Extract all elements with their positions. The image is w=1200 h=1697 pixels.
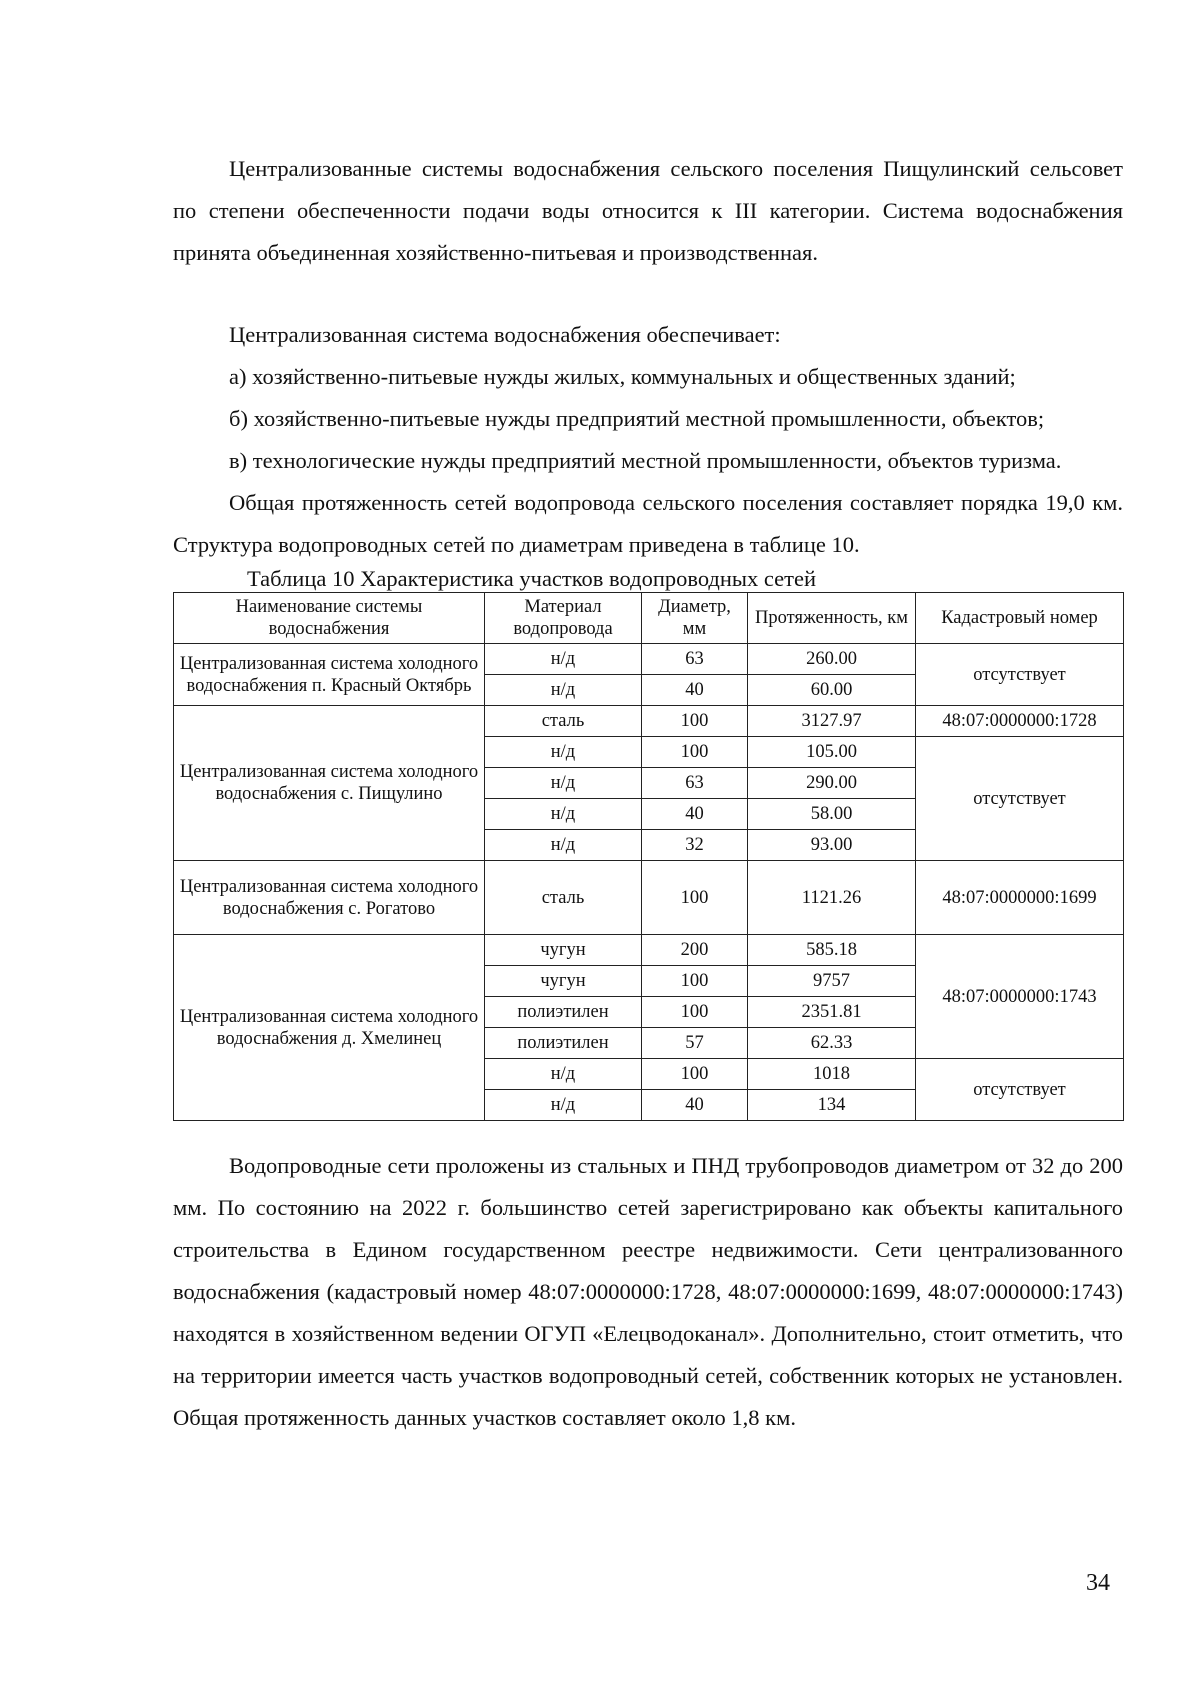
header-diameter: Диаметр, мм: [642, 593, 748, 644]
diameter-cell: 200: [642, 935, 748, 966]
document-page: [173, 148, 1123, 1439]
table-row: [174, 706, 1124, 737]
cadastral-cell: отсутствует: [916, 737, 1124, 861]
paragraph-water-supply-category: Централизованные системы водоснабжения сельского поселения Пищулинский сельсовет по степени обеспеченности подачи воды относится к III категории. Система водоснабжения принята объединенная хозяйственно-питьевая и производственная.: [173, 156, 1123, 265]
header-system-name: Наименование системы водоснабжения: [174, 593, 485, 644]
material-cell: сталь: [485, 706, 642, 737]
diameter-cell: 100: [642, 966, 748, 997]
diameter-cell: 63: [642, 644, 748, 675]
header-material: Материал водопровода: [485, 593, 642, 644]
cadastral-cell: отсутствует: [916, 1059, 1124, 1121]
cadastral-cell: 48:07:0000000:1743: [916, 935, 1124, 1059]
length-cell: 62.33: [748, 1028, 916, 1059]
header-cadastral-number: Кадастровый номер: [916, 593, 1124, 644]
cadastral-cell: 48:07:0000000:1699: [916, 861, 1124, 935]
length-cell: 1018: [748, 1059, 916, 1090]
cadastral-cell: отсутствует: [916, 644, 1124, 706]
material-cell: н/д: [485, 830, 642, 861]
length-cell: 93.00: [748, 830, 916, 861]
table-row: [174, 935, 1124, 966]
table-row: [174, 861, 1124, 935]
diameter-cell: 100: [642, 861, 748, 935]
diameter-cell: 40: [642, 799, 748, 830]
table-header-row: [174, 593, 1124, 644]
table-caption: Таблица 10 Характеристика участков водопроводных сетей: [247, 566, 817, 591]
length-cell: 260.00: [748, 644, 916, 675]
length-cell: 9757: [748, 966, 916, 997]
material-cell: чугун: [485, 966, 642, 997]
material-cell: сталь: [485, 861, 642, 935]
material-cell: н/д: [485, 675, 642, 706]
length-cell: 134: [748, 1090, 916, 1121]
diameter-cell: 40: [642, 1090, 748, 1121]
length-cell: 585.18: [748, 935, 916, 966]
material-cell: полиэтилен: [485, 1028, 642, 1059]
material-cell: н/д: [485, 1059, 642, 1090]
page-number: 34: [1086, 1570, 1110, 1596]
length-cell: 1121.26: [748, 861, 916, 935]
paragraph-total-length: Общая протяженность сетей водопровода сельского поселения составляет порядка 19,0 км. Структура водопроводных сетей по диаметрам приведена в таблице 10.: [173, 490, 1123, 557]
system-name-cell: Централизованная система холодного водоснабжения с. Пищулино: [174, 706, 485, 861]
diameter-cell: 63: [642, 768, 748, 799]
length-cell: 60.00: [748, 675, 916, 706]
cadastral-cell: 48:07:0000000:1728: [916, 706, 1124, 737]
header-length: Протяженность, км: [748, 593, 916, 644]
material-cell: н/д: [485, 799, 642, 830]
diameter-cell: 100: [642, 997, 748, 1028]
length-cell: 3127.97: [748, 706, 916, 737]
system-name-cell: Централизованная система холодного водоснабжения п. Красный Октябрь: [174, 644, 485, 706]
material-cell: полиэтилен: [485, 997, 642, 1028]
diameter-cell: 100: [642, 737, 748, 768]
diameter-cell: 40: [642, 675, 748, 706]
length-cell: 2351.81: [748, 997, 916, 1028]
material-cell: н/д: [485, 1090, 642, 1121]
list-item-b: б) хозяйственно-питьевые нужды предприятий местной промышленности, объектов;: [229, 406, 1045, 431]
material-cell: чугун: [485, 935, 642, 966]
paragraph-system-provides: Централизованная система водоснабжения обеспечивает:: [229, 322, 781, 347]
diameter-cell: 100: [642, 706, 748, 737]
diameter-cell: 57: [642, 1028, 748, 1059]
list-item-a: а) хозяйственно-питьевые нужды жилых, коммунальных и общественных зданий;: [229, 364, 1016, 389]
system-name-cell: Централизованная система холодного водоснабжения д. Хмелинец: [174, 935, 485, 1121]
diameter-cell: 100: [642, 1059, 748, 1090]
material-cell: н/д: [485, 737, 642, 768]
paragraph-pipelines-description: Водопроводные сети проложены из стальных и ПНД трубопроводов диаметром от 32 до 200 мм. По состоянию на 2022 г. большинство сетей зарегистрировано как объекты капитального строительства в Едином государственном реестре недвижимости. Сети централизованного водоснабжения (кадастровый номер 48:07:0000000:1728, 48:07:0000000:1699, 48:07:0000000:1743) находятся в хозяйственном ведении ОГУП «Елецводоканал». Дополнительно, стоит отметить, что на территории имеется часть участков водопроводный сетей, собственник которых не установлен. Общая протяженность данных участков составляет около 1,8 км.: [173, 1153, 1123, 1430]
list-item-c: в) технологические нужды предприятий местной промышленности, объектов туризма.: [229, 448, 1062, 473]
water-network-table: [173, 592, 1124, 1121]
system-name-cell: Централизованная система холодного водоснабжения с. Рогатово: [174, 861, 485, 935]
length-cell: 58.00: [748, 799, 916, 830]
length-cell: 105.00: [748, 737, 916, 768]
length-cell: 290.00: [748, 768, 916, 799]
material-cell: н/д: [485, 768, 642, 799]
material-cell: н/д: [485, 644, 642, 675]
diameter-cell: 32: [642, 830, 748, 861]
table-row: [174, 644, 1124, 675]
